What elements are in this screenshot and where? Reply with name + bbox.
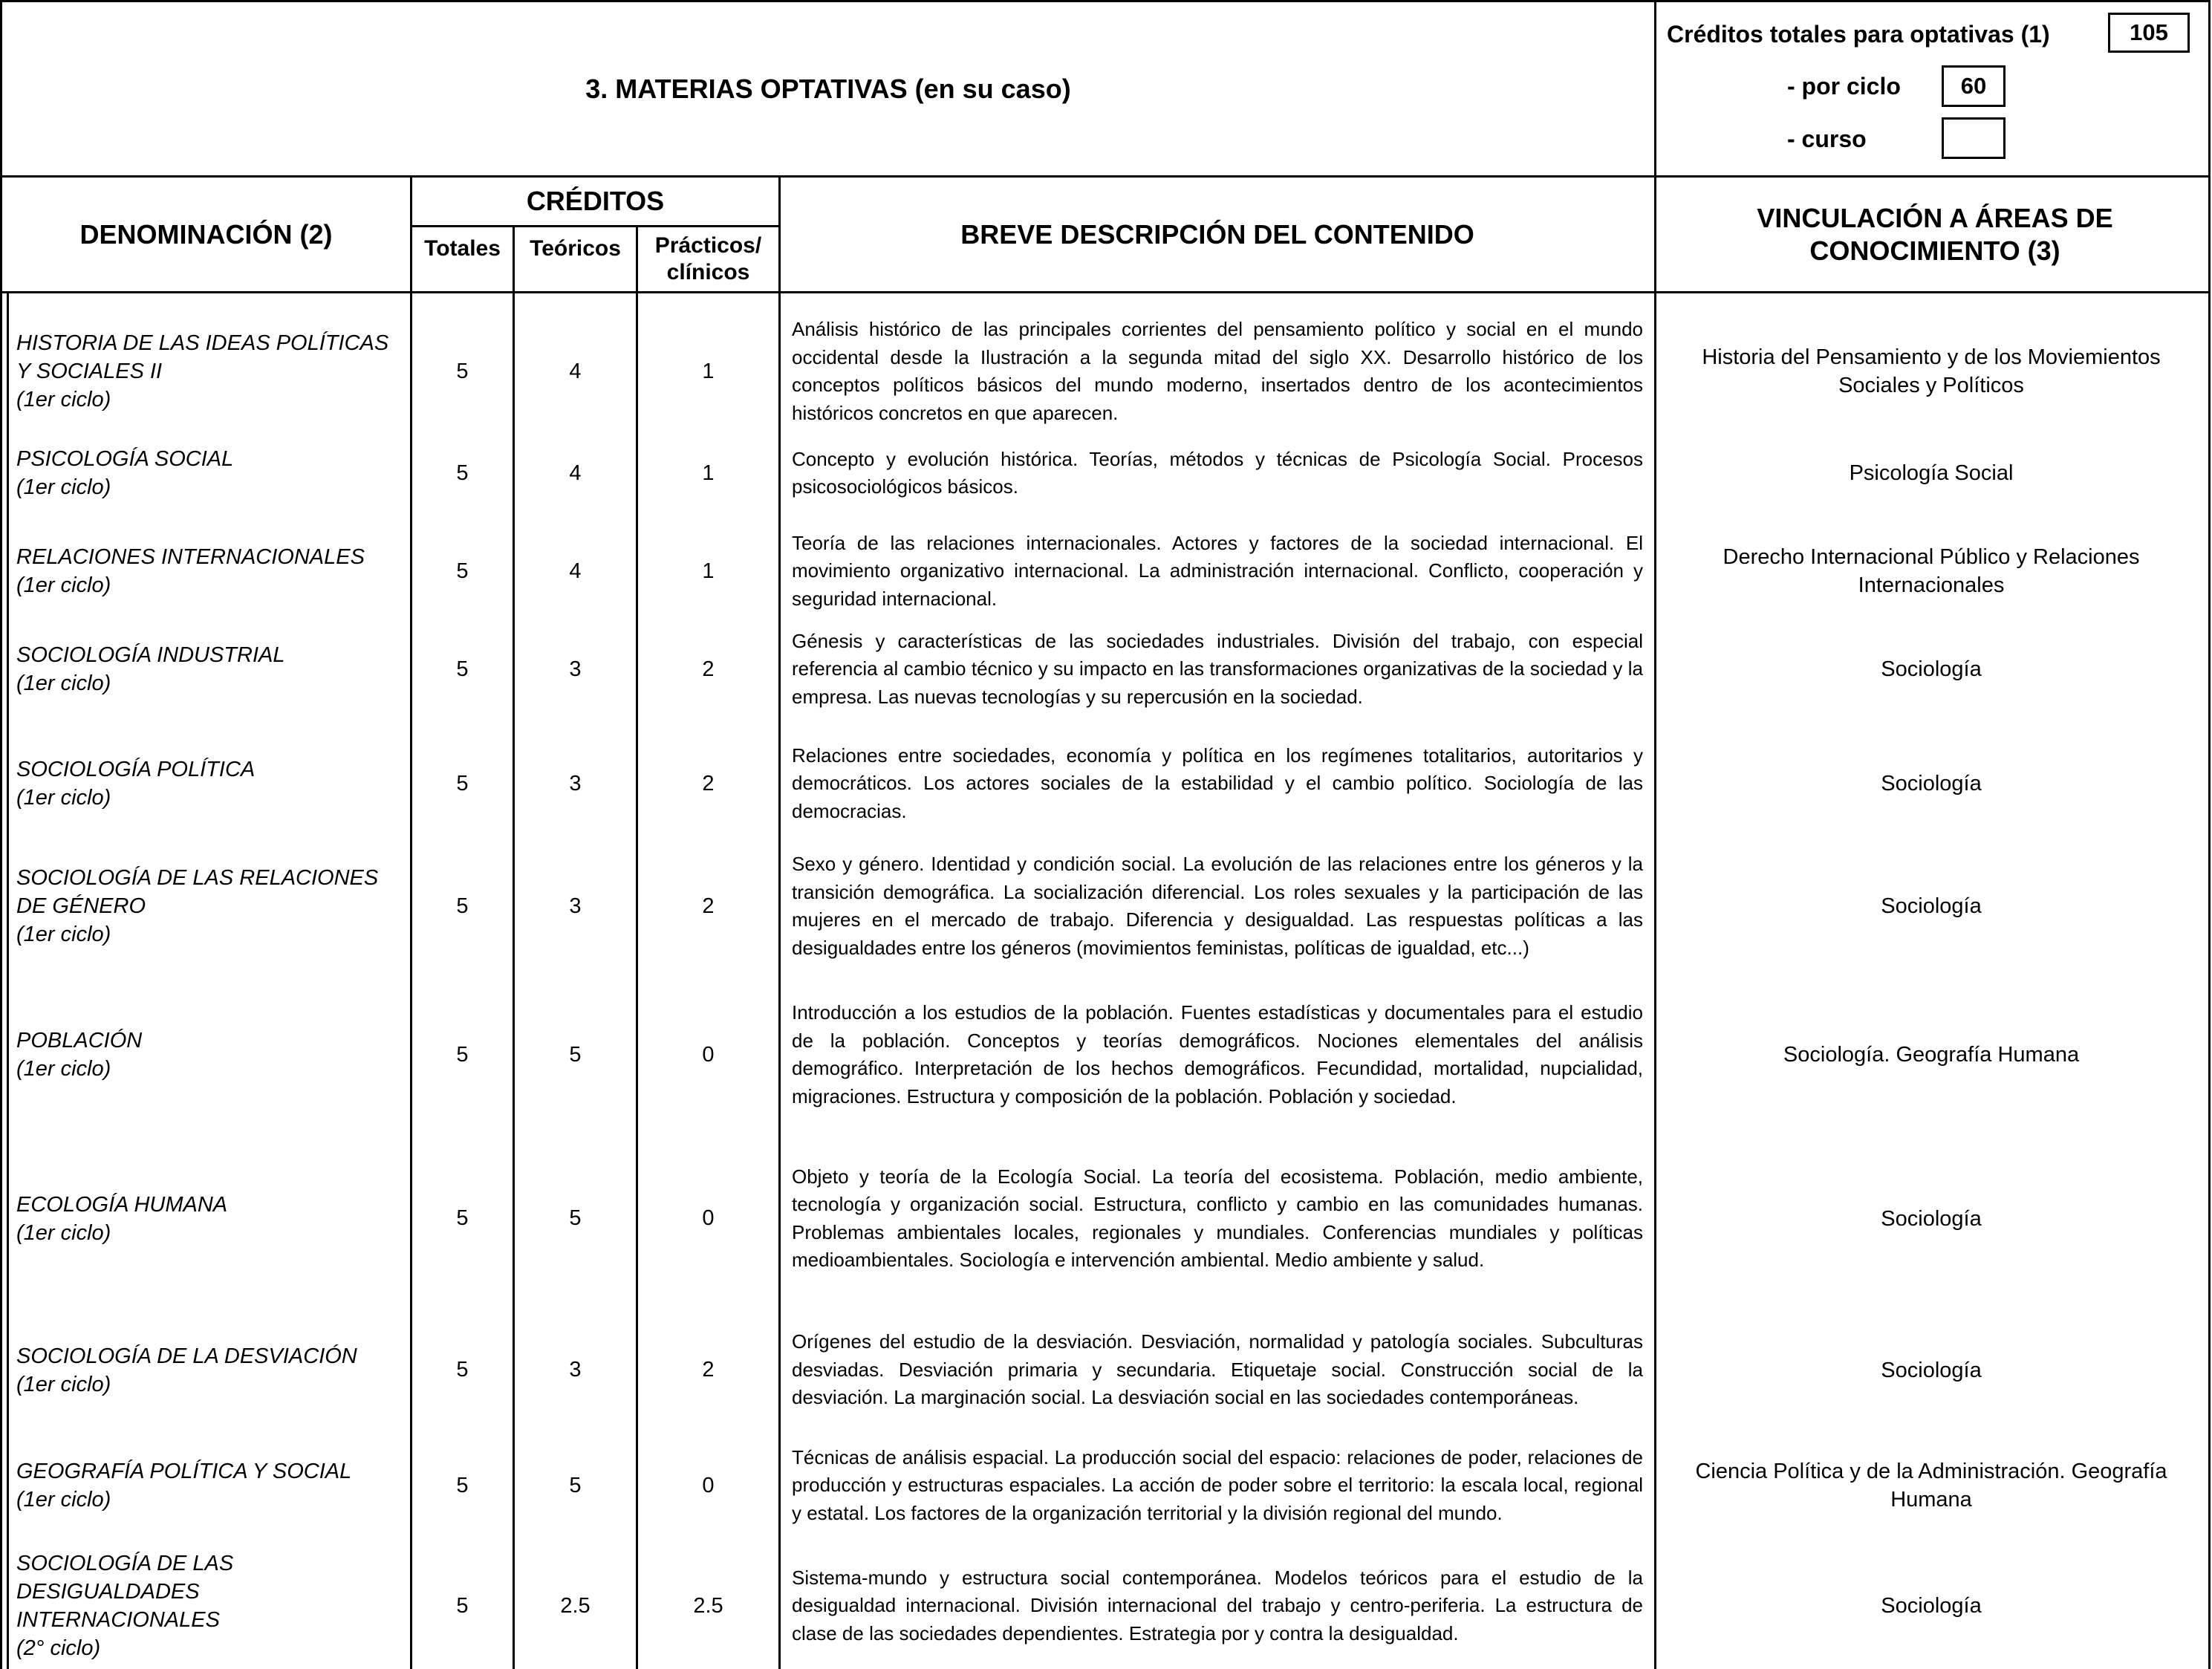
course-name: SOCIOLOGÍA DE LA DESVIACIÓN <box>16 1344 357 1368</box>
header-descripcion: BREVE DESCRIPCIÓN DEL CONTENIDO <box>960 218 1474 250</box>
credits-teoricos: 5 <box>569 1473 582 1497</box>
course-description: Relaciones entre sociedades, economía y política en los regímenes totalitarios, autoritarios y democráticos. Los actores sociales de la estabilidad y el cambio político. Sociología de las democracias. <box>792 744 1643 822</box>
credits-totales: 5 <box>456 559 469 583</box>
course-name-cell <box>16 312 403 431</box>
course-name: PSICOLOGÍA SOCIAL <box>16 447 234 471</box>
credits-totales: 5 <box>456 1042 469 1067</box>
course-name-cell <box>16 515 403 627</box>
credits-totales: 5 <box>456 461 469 485</box>
course-description: Análisis histórico de las principales corrientes del pensamiento político y social en el mundo occidental desde la Ilustración a la segunda mitad del siglo XX. Desarrollo histórico de los conceptos políticos básicos del mundo moderno, insertados dentro de los acontecimientos históricos concretos en que aparecen. <box>792 318 1643 424</box>
knowledge-area: Sociología <box>1881 1594 1982 1618</box>
course-description: Sexo y género. Identidad y condición social. La evolución de las relaciones entre los géneros y la transición demográfica. La socialización diferencial. Los roles sexuales y la participación de las mujeres en el mercado de trabajo. Diferencia y desigualdad. Las respuestas políticas a las desigualdades entre los géneros (movimientos feministas, políticas de igualdad, etc...) <box>792 853 1643 959</box>
credits-practicos: 2 <box>702 771 715 796</box>
credits-practicos: 1 <box>702 559 715 583</box>
credits-teoricos: 5 <box>569 1206 582 1230</box>
knowledge-area: Sociología <box>1881 772 1982 796</box>
knowledge-area: Sociología <box>1881 894 1982 918</box>
credits-ciclo-value: 60 <box>1942 65 2006 107</box>
credits-teoricos: 3 <box>569 894 582 918</box>
credits-practicos: 1 <box>702 359 715 383</box>
course-cycle: (1er ciclo) <box>16 388 111 411</box>
course-description: Génesis y características de las sociedades industriales. División del trabajo, con especial referencia al cambio técnico y su impacto en las transformaciones organizativas de la sociedad y la empresa. Las nuevas tecnologías y su repercusión en la sociedad. <box>792 629 1643 708</box>
header-vinculacion: VINCULACIÓN A ÁREAS DE CONOCIMIENTO (3) <box>1757 202 2113 266</box>
course-name-cell <box>16 735 403 832</box>
credits-practicos: 2 <box>702 657 715 681</box>
credits-totales: 5 <box>456 894 469 918</box>
course-description: Objeto y teoría de la Ecología Social. La teoría del ecosistema. Población, medio ambiente, tecnología y organización social. Estructura, conflicto y cambio en las comunidades humanas. Problemas ambientales locales, regionales y mundiales. Conferencias mundiales y políticas medioambientales. Sociología e intervención ambiental. Medio ambiente y salud. <box>792 1165 1643 1271</box>
divider-description <box>778 175 781 1669</box>
page-title: 3. MATERIAS OPTATIVAS (en su caso) <box>585 73 1071 104</box>
credits-teoricos: 5 <box>569 1042 582 1067</box>
knowledge-area: Sociología <box>1881 1358 1982 1382</box>
credits-practicos: 2 <box>702 894 715 918</box>
credits-practicos: 2.5 <box>693 1593 723 1618</box>
credits-curso-value <box>1942 117 2006 159</box>
credits-curso-label: - curso <box>1787 126 1867 152</box>
credits-totales: 5 <box>456 1358 469 1382</box>
credits-total-value: 105 <box>2108 13 2190 53</box>
header-divider <box>0 291 2211 293</box>
credits-practicos: 2 <box>702 1358 715 1382</box>
credits-ciclo-label: - por ciclo <box>1787 73 1901 100</box>
course-name-cell <box>16 980 403 1129</box>
divider-area-column <box>1654 0 1656 1669</box>
credits-teoricos: 3 <box>569 771 582 796</box>
course-cycle: (1er ciclo) <box>16 475 111 499</box>
credits-teoricos: 4 <box>569 559 582 583</box>
credits-total-label: Créditos totales para optativas (1) <box>1667 21 2050 48</box>
credits-teoricos: 2.5 <box>560 1593 591 1618</box>
header-denominacion: DENOMINACIÓN (2) <box>79 218 333 250</box>
course-name: RELACIONES INTERNACIONALES <box>16 545 365 569</box>
course-name: POBLACIÓN <box>16 1029 143 1053</box>
credits-totales: 5 <box>456 359 469 383</box>
course-cycle: (1er ciclo) <box>16 1372 111 1396</box>
course-description: Sistema-mundo y estructura social contemporánea. Modelos teóricos para el estudio de la desigualdad internacional. División internacional del trabajo y centro-periferia. La estructura de clase de las sociedades dependientes. Estrategia por y contra la desigualdad. <box>792 1566 1643 1644</box>
credits-practicos: 0 <box>702 1473 715 1497</box>
course-name: SOCIOLOGÍA POLÍTICA <box>16 758 256 781</box>
course-cycle: (1er ciclo) <box>16 923 111 946</box>
credits-totales: 5 <box>456 1473 469 1497</box>
course-cycle: (1er ciclo) <box>16 786 111 810</box>
credits-teoricos: 4 <box>569 359 582 383</box>
credits-totales: 5 <box>456 657 469 681</box>
credits-practicos: 0 <box>702 1042 715 1067</box>
course-name-cell <box>16 1301 403 1439</box>
credits-totales: 5 <box>456 771 469 796</box>
right-border <box>2208 0 2211 1669</box>
header-practicos: Prácticos/ clínicos <box>654 233 762 284</box>
credits-practicos: 1 <box>702 461 715 485</box>
course-description: Concepto y evolución histórica. Teorías, métodos y técnicas de Psicología Social. Procesos psicosociológicos básicos. <box>792 447 1643 498</box>
course-name-cell <box>16 1548 403 1664</box>
course-description: Introducción a los estudios de la población. Fuentes estadísticas y documentales para el estudio de la población. Conceptos y teorías demográficos. Nociones elementales del análisis demográfico. Interpretación de los hechos demográficos. Fecundidad, mortalidad, nupcialidad, migraciones. Estructura y composición de la población. Población y sociedad. <box>792 1001 1643 1107</box>
course-description: Orígenes del estudio de la desviación. Desviación, normalidad y patología sociales. Subculturas desviadas. Desviación primaria y secundaria. Etiquetaje social. Construcción social de la desviación. La marginación social. La desviación social en las sociedades contemporáneas. <box>792 1330 1643 1409</box>
course-description: Teoría de las relaciones internacionales. Actores y factores de la sociedad internacional. El movimiento organizativo internacional. La administración internacional. Conflicto, cooperación y seguridad internacional. <box>792 531 1643 610</box>
course-cycle: (1er ciclo) <box>16 573 111 597</box>
course-name: SOCIOLOGÍA DE LAS RELACIONES DE GÉNERO <box>16 866 379 918</box>
course-name-cell <box>16 432 403 514</box>
header-totales: Totales <box>424 236 501 261</box>
knowledge-area: Derecho Internacional Público y Relaciones Internacionales <box>1723 545 2140 597</box>
knowledge-area: Sociología. Geografía Humana <box>1783 1043 2080 1067</box>
credits-practicos: 0 <box>702 1206 715 1230</box>
knowledge-area: Sociología <box>1881 1206 1982 1231</box>
credits-totales: 5 <box>456 1206 469 1230</box>
header-creditos: CRÉDITOS <box>526 186 665 216</box>
course-name: ECOLOGÍA HUMANA <box>16 1192 228 1217</box>
credits-teoricos: 4 <box>569 461 582 485</box>
credits-teoricos: 3 <box>569 1358 582 1382</box>
knowledge-area: Historia del Pensamiento y de los Moviemientos Sociales y Políticos <box>1702 345 2161 397</box>
course-name-cell <box>16 1426 403 1545</box>
course-name-cell <box>16 614 403 725</box>
course-name: SOCIOLOGÍA INDUSTRIAL <box>16 643 285 667</box>
course-name: HISTORIA DE LAS IDEAS POLÍTICAS Y SOCIALES II <box>16 331 389 383</box>
credits-teoricos: 3 <box>569 657 582 681</box>
inner-left-line <box>7 291 9 1669</box>
course-name: SOCIOLOGÍA DE LAS DESIGUALDADES INTERNACIONALES <box>16 1552 234 1632</box>
header-teoricos: Teóricos <box>530 236 621 261</box>
course-cycle: (1er ciclo) <box>16 1488 111 1512</box>
knowledge-area: Ciencia Política y de la Administración. Geografía Humana <box>1695 1460 2167 1512</box>
credits-totales: 5 <box>456 1593 469 1618</box>
course-cycle: (1er ciclo) <box>16 1220 111 1245</box>
knowledge-area: Psicología Social <box>1849 461 2014 485</box>
course-cycle: (1er ciclo) <box>16 1057 111 1081</box>
course-name-cell <box>16 839 403 973</box>
course-cycle: (2° ciclo) <box>16 1636 101 1660</box>
knowledge-area: Sociología <box>1881 657 1982 681</box>
course-name: GEOGRAFÍA POLÍTICA Y SOCIAL <box>16 1460 352 1483</box>
course-name-cell <box>16 1142 403 1295</box>
course-cycle: (1er ciclo) <box>16 671 111 695</box>
course-description: Técnicas de análisis espacial. La producción social del espacio: relaciones de poder, relaciones de producción y estructuras espaciales. La acción de poder sobre el territorio: la escala local, regional y estatal. Los factores de la organización territorial y la división regional del mundo. <box>792 1445 1643 1524</box>
